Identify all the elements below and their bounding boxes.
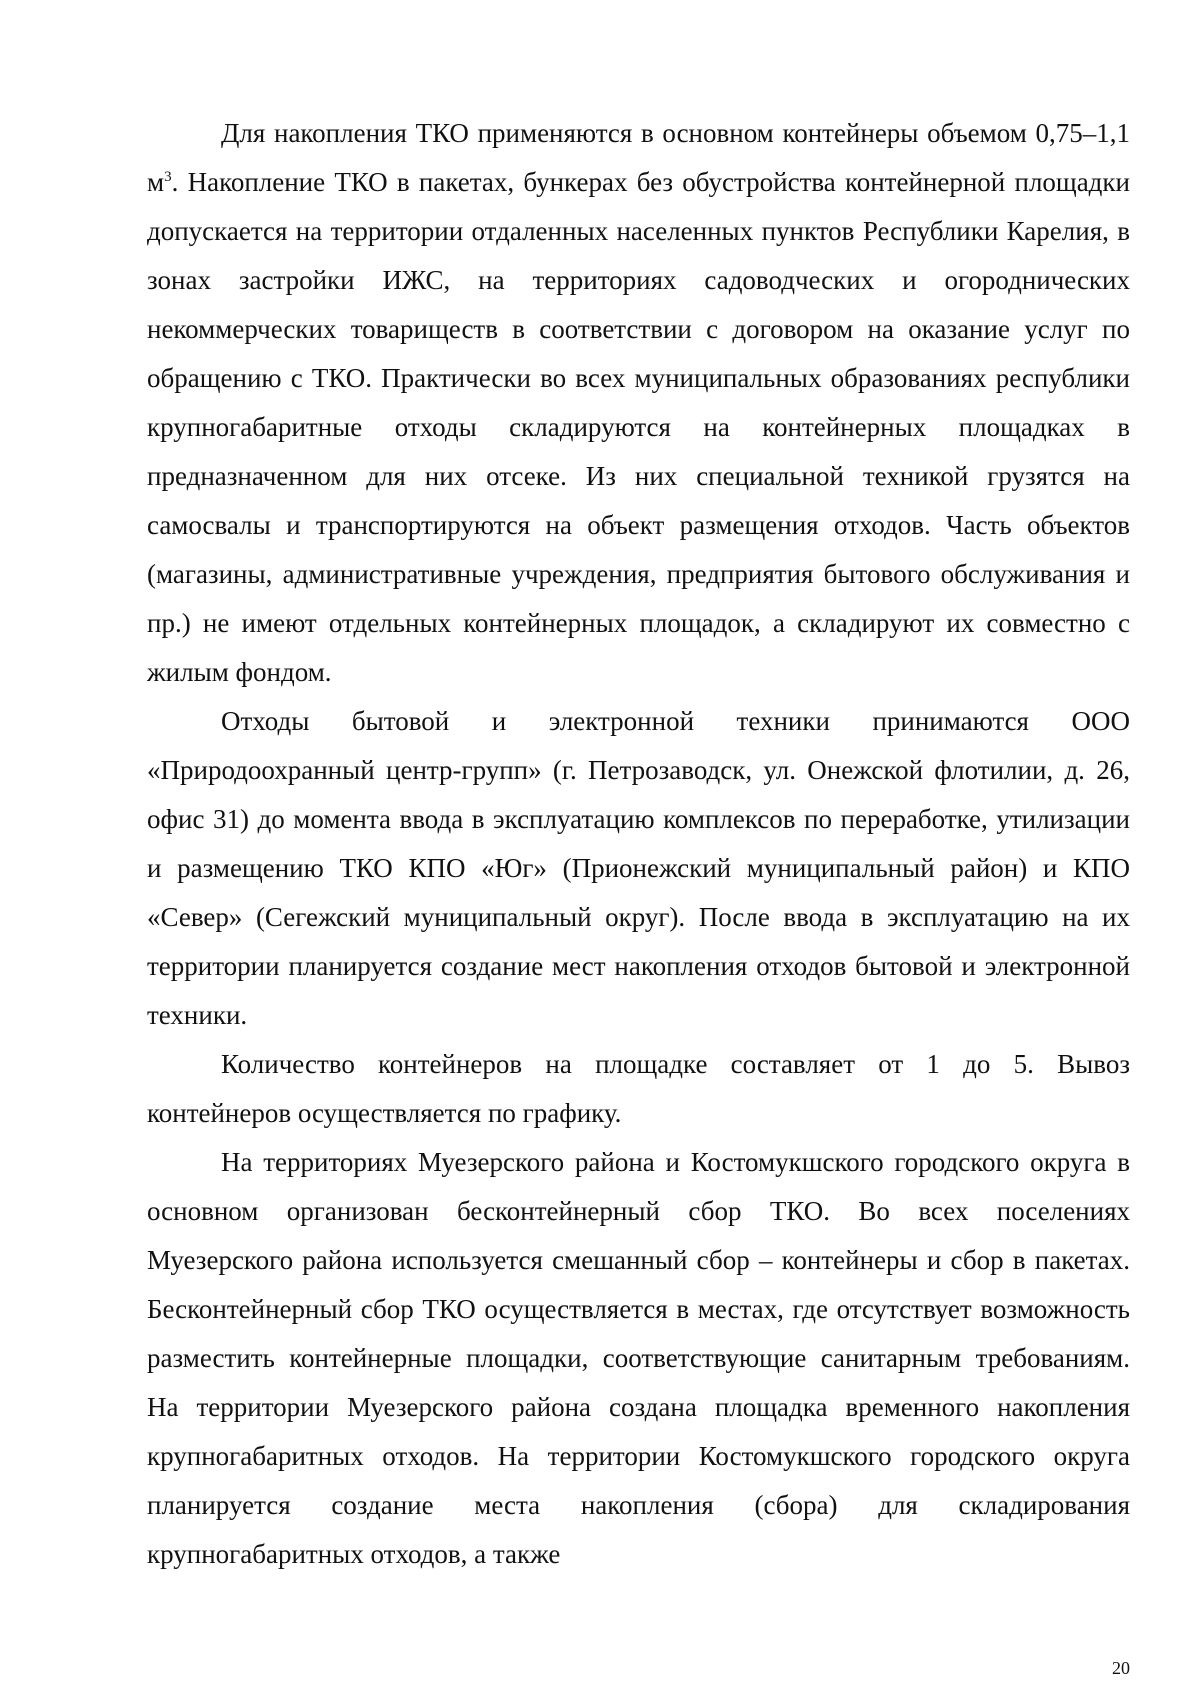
paragraph-electronic-waste: Отходы бытовой и электронной техники принимаются ООО «Природоохранный центр-групп» (г. Петрозаводск, ул. Онежской флотилии, д. 26, офис 31) до момента ввода в эксплуатацию комплексов по переработке, утилизации и размещению ТКО КПО «Юг» (Прионежский муниципальный район) и КПО «Север» (Сегежский муниципальный округ). После ввода в эксплуатацию на их территории планируется создание мест накопления отходов бытовой и электронной техники. — [147, 706, 1130, 1030]
paragraph-container-count: Количество контейнеров на площадке составляет от 1 до 5. Вывоз контейнеров осуществляется по графику. — [147, 1049, 1130, 1128]
paragraph-container-waste-accumulation — [147, 109, 1130, 697]
page-number: 20 — [1112, 1658, 1130, 1678]
paragraph-text-part: . Накопление ТКО в пакетах, бункерах без обустройства контейнерной площадки допускается на территории отдаленных населенных пунктов Республики Карелия, в зонах застройки ИЖС, на территориях садоводческих и огороднических некоммерческих товариществ в соответствии с договором на оказание услуг по обращению с ТКО. Практически во всех муниципальных образованиях республики крупногабаритные отходы складируются на контейнерных площадках в предназначенном для них отсеке. Из них специальной техникой грузятся на самосвалы и транспортируются на объект размещения отходов. Часть объектов (магазины, административные учреждения, предприятия бытового обслуживания и пр.) не имеют отдельных контейнерных площадок, а складируют их совместно с жилым фондом. — [147, 167, 1130, 687]
document-body — [147, 109, 1130, 1579]
superscript-cubic: 3 — [164, 169, 172, 185]
paragraph-text-part: Для накопления ТКО применяются в основном контейнеры объемом 0,75–1,1 м — [147, 118, 1130, 197]
paragraph-containerless-collection: На территориях Муезерского района и Костомукшского городского округа в основном организован бесконтейнерный сбор ТКО. Во всех поселениях Муезерского района используется смешанный сбор – контейнеры и сбор в пакетах. Бесконтейнерный сбор ТКО осуществляется в местах, где отсутствует возможность разместить контейнерные площадки, соответствующие санитарным требованиям. На территории Муезерского района создана площадка временного накопления крупногабаритных отходов. На территории Костомукшского городского округа планируется создание места накопления (сбора) для складирования крупногабаритных отходов, а также — [147, 1147, 1130, 1569]
